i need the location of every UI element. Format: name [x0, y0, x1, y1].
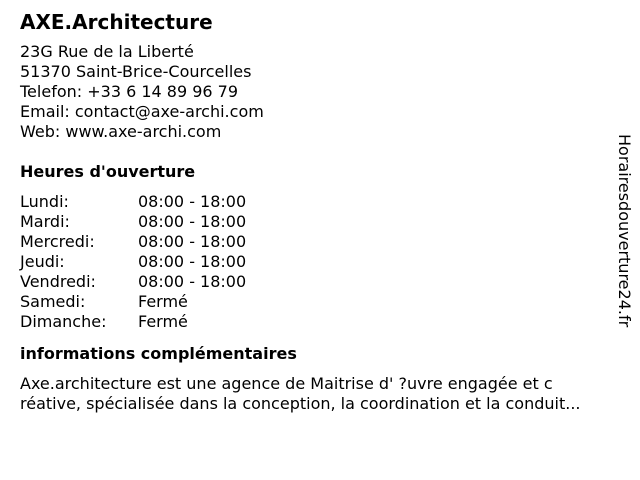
info-text-line-2: réative, spécialisée dans la conception, la coordination et la conduit... — [20, 394, 581, 413]
hours-row-saturday — [20, 292, 620, 312]
day-hours: 08:00 - 18:00 — [138, 252, 247, 271]
business-info-panel — [20, 8, 620, 414]
address-line-1: 23G Rue de la Liberté — [20, 42, 194, 61]
day-label: Samedi: — [20, 292, 86, 311]
day-hours: Fermé — [138, 292, 188, 311]
site-brand-vertical: Horairesdouverture24.fr — [615, 134, 634, 328]
hours-row-wednesday — [20, 232, 620, 252]
hours-row-thursday — [20, 252, 620, 272]
info-text-line-1: Axe.architecture est une agence de Maitrise d' ?uvre engagée et c — [20, 374, 553, 393]
hours-row-friday — [20, 272, 620, 292]
hours-row-sunday — [20, 312, 620, 332]
day-hours: Fermé — [138, 312, 188, 331]
phone-line: Telefon: +33 6 14 89 96 79 — [20, 82, 239, 101]
info-description — [20, 374, 620, 414]
address-line-2: 51370 Saint-Brice-Courcelles — [20, 62, 252, 81]
business-name: AXE.Architecture — [20, 10, 213, 34]
hours-row-tuesday — [20, 212, 620, 232]
day-label: Dimanche: — [20, 312, 107, 331]
day-hours: 08:00 - 18:00 — [138, 232, 247, 251]
day-hours: 08:00 - 18:00 — [138, 212, 247, 231]
day-label: Mardi: — [20, 212, 70, 231]
day-label: Lundi: — [20, 192, 69, 211]
day-hours: 08:00 - 18:00 — [138, 272, 247, 291]
day-hours: 08:00 - 18:00 — [138, 192, 247, 211]
web-line: Web: www.axe-archi.com — [20, 122, 222, 141]
hours-heading: Heures d'ouverture — [20, 162, 196, 181]
contact-block — [20, 42, 620, 142]
info-heading: informations complémentaires — [20, 344, 297, 363]
day-label: Vendredi: — [20, 272, 96, 291]
day-label: Jeudi: — [20, 252, 65, 271]
hours-table — [20, 192, 620, 332]
hours-row-monday — [20, 192, 620, 212]
day-label: Mercredi: — [20, 232, 95, 251]
email-line: Email: contact@axe-archi.com — [20, 102, 264, 121]
